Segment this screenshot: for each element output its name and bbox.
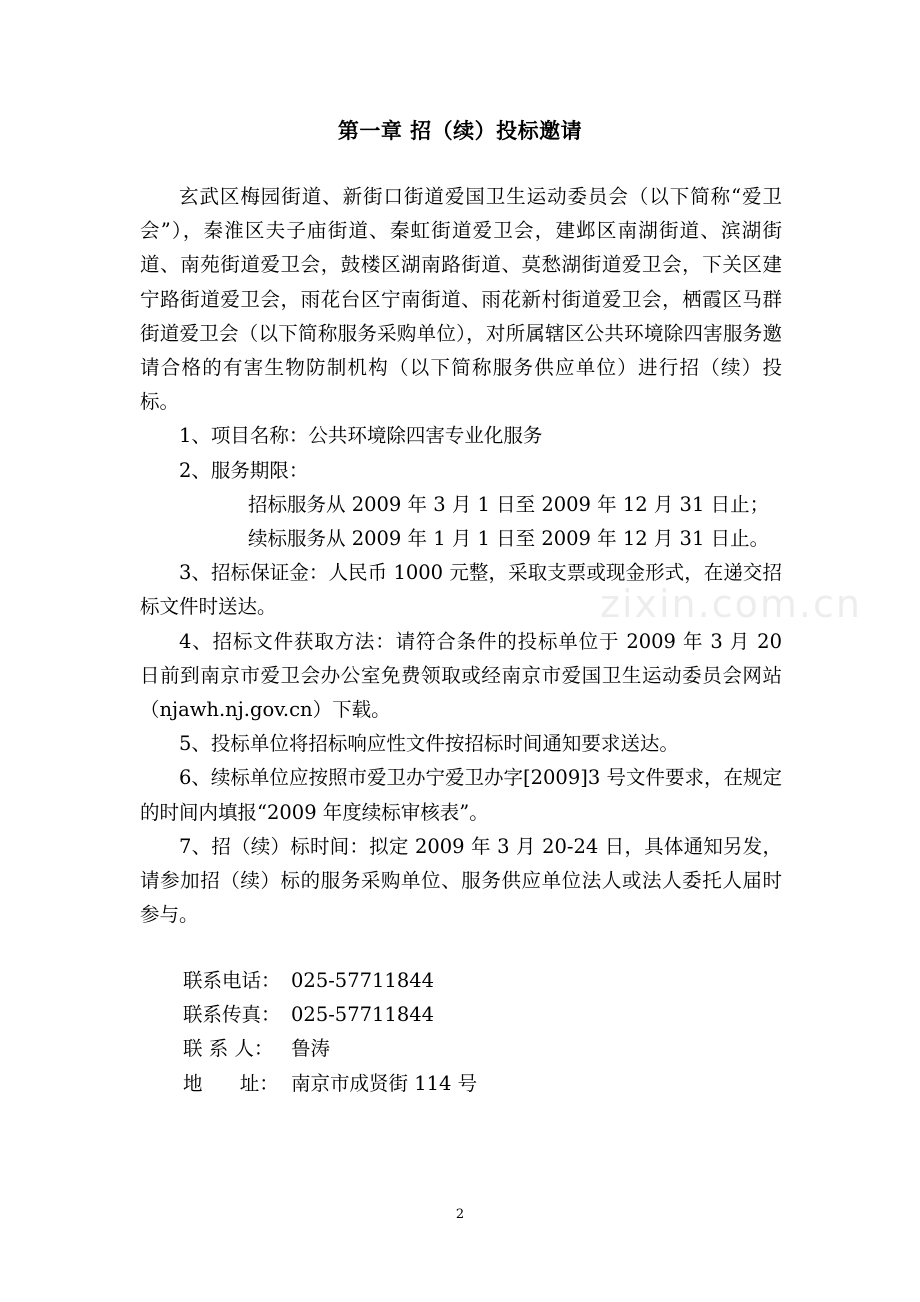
item-renewal-requirement: 6、续标单位应按照市爱卫办宁爱卫办字[2009]3 号文件要求，在规定的时间内填报“2009 年度续标审核表”。 (140, 766, 782, 824)
item-service-period: 2、服务期限： (179, 458, 309, 482)
contact-fax (183, 998, 477, 1032)
item-bidding-time: 7、招（续）标时间：拟定 2009 年 3 月 20-24 日，具体通知另发，请参加招（续）标的服务采购单位、服务供应单位法人或法人委托人届时参与。 (140, 834, 782, 927)
contact-address-label: 地 址： (183, 1071, 279, 1095)
contact-phone-label: 联系电话： (183, 969, 281, 992)
page-number: 2 (455, 1207, 465, 1222)
contact-block (183, 964, 477, 1101)
item-document-access: 4、招标文件获取方法：请符合条件的投标单位于 2009 年 3 月 20 日前到南京市爱卫会办公室免费领取或经南京市爱国卫生运动委员会网站（njawh.nj.gov.cn）下载。 (140, 629, 782, 722)
contact-person-label: 联 系 人： (183, 1037, 274, 1061)
watermark: zixin.com.cn (600, 582, 862, 626)
contact-address-value: 南京市成贤街 114 号 (291, 1071, 478, 1095)
contact-address (183, 1067, 477, 1101)
contact-phone (183, 964, 477, 998)
contact-fax-value: 025-57711844 (291, 1003, 435, 1027)
contact-person-value: 鲁涛 (291, 1037, 331, 1061)
chapter-title: 第一章 招（续）投标邀请 (337, 119, 583, 143)
service-period-bidding: 招标服务从 2009 年 3 月 1 日至 2009 年 12 月 31 日止； (248, 492, 770, 516)
intro-paragraph: 玄武区梅园街道、新街口街道爱国卫生运动委员会（以下简称“爱卫会”），秦淮区夫子庙街道、秦虹街道爱卫会，建邺区南湖街道、滨湖街道、南苑街道爱卫会，鼓楼区湖南路街道、莫愁湖街道爱卫会，下关区建宁路街道爱卫会，雨花台区宁南街道、雨花新村街道爱卫会，栖霞区马群街道爱卫会（以下简称服务采购单位），对所属辖区公共环境除四害服务邀请合格的有害生物防制机构（以下简称服务供应单位）进行招（续）投标。 (140, 185, 782, 414)
item-project-name: 1、项目名称：公共环境除四害专业化服务 (179, 424, 543, 448)
contact-person (183, 1032, 477, 1066)
document-body (140, 180, 782, 932)
item-submission: 5、投标单位将招标响应性文件按招标时间通知要求送达。 (179, 732, 679, 756)
item-bid-deposit: 3、招标保证金：人民币 1000 元整，采取支票或现金形式，在递交招标文件时送达。 (140, 561, 782, 619)
contact-phone-value: 025-57711844 (291, 969, 435, 992)
contact-fax-label: 联系传真： (183, 1003, 281, 1027)
service-period-renewal: 续标服务从 2009 年 1 月 1 日至 2009 年 12 月 31 日止。 (248, 527, 770, 551)
